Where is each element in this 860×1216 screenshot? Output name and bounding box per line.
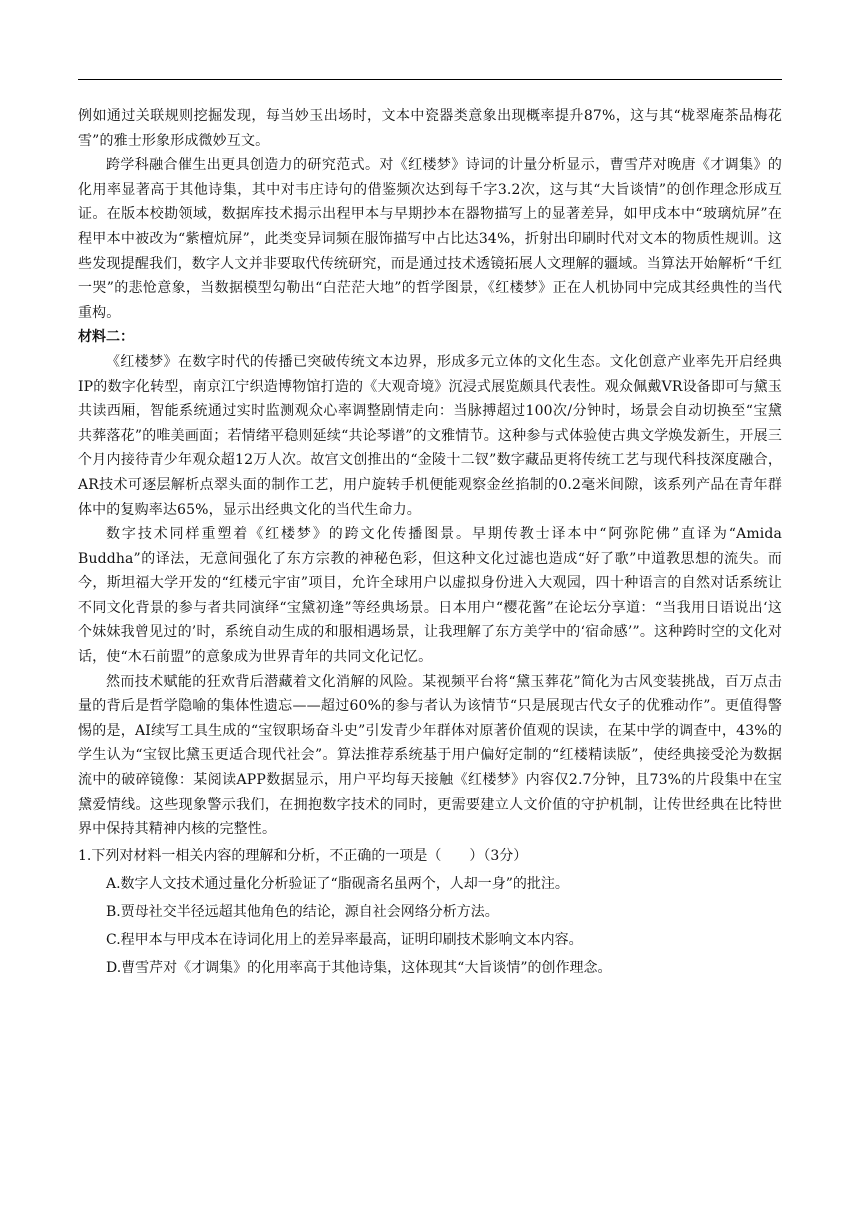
question-1-stem: 1.下列对材料一相关内容的理解和分析，不正确的一项是（ ）（3分） xyxy=(78,847,528,864)
question-1-option-c: C.程甲本与甲戌本在诗词化用上的差异率最高，证明印刷技术影响文本内容。 xyxy=(106,931,583,948)
material-two-paragraph-3: 然而技术赋能的狂欢背后潜藏着文化消解的风险。某视频平台将“黛玉葬花”简化为古风变装挑战，百万点击量的背后是哲学隐喻的集体性遗忘——超过60%的参与者认为该情节“只是展现古代女子的优雅动作”。更值得警惕的是，AI续写工具生成的“宝钗职场奋斗史”引发青少年群体对原著价值观的误读，在某中学的调查中，43%的学生认为“宝钗比黛玉更适合现代社会”。算法推荐系统基于用户偏好定制的“红楼精读版”，使经典接受沦为数据流中的破碎镜像：某阅读APP数据显示，用户平均每天接触《红楼梦》内容仅2.7分钟，且73%的片段集中在宝黛爱情线。这些现象警示我们，在拥抱数字技术的同时，更需要建立人文价值的守护机制，让传世经典在比特世界中保持其精神内核的完整性。 xyxy=(78,673,782,838)
material-one-paragraph-2: 跨学科融合催生出更具创造力的研究范式。对《红楼梦》诗词的计量分析显示，曹雪芹对晚唐《才调集》的化用率显著高于其他诗集，其中对韦庄诗句的借鉴频次达到每千字3.2次，这与其“大旨谈情”的创作理念形成互证。在版本校勘领域，数据库技术揭示出程甲本与早期抄本在器物描写上的显著差异，如甲戌本中“玻璃炕屏”在程甲本中被改为“紫檀炕屏”，此类变异词频在服饰描写中占比达34%，折射出印刷时代对文本的物质性规训。这些发现提醒我们，数字人文并非要取代传统研究，而是通过技术透镜拓展人文理解的疆域。当算法开始解析“千红一哭”的悲怆意象，当数据模型勾勒出“白茫茫大地”的哲学图景，《红楼梦》正在人机协同中完成其经典性的当代重构。 xyxy=(78,157,782,321)
question-1-option-d: D.曹雪芹对《才调集》的化用率高于其他诗集，这体现其“大旨谈情”的创作理念。 xyxy=(106,959,612,976)
question-1-option-a: A.数字人文技术通过量化分析验证了“脂砚斋名虽两个，人却一身”的批注。 xyxy=(106,875,569,892)
material-two-paragraph-1: 《红楼梦》在数字时代的传播已突破传统文本边界，形成多元立体的文化生态。文化创意产业率先开启经典IP的数字化转型，南京江宁织造博物馆打造的《大观奇境》沉浸式展览颇具代表性。观众佩戴VR设备即可与黛玉共读西厢，智能系统通过实时监测观众心率调整剧情走向：当脉搏超过100次/分钟时，场景会自动切换至“宝黛共葬落花”的唯美画面；若情绪平稳则延续“共论琴谱”的文雅情节。这种参与式体验使古典文学焕发新生，开展三个月内接待青少年观众超12万人次。故宫文创推出的“金陵十二钗”数字藏品更将传统工艺与现代科技深度融合，AR技术可逐层解析点翠头面的制作工艺，用户旋转手机便能观察金丝掐制的0.2毫米间隙，该系列产品在青年群体中的复购率达65%，显示出经典文化的当代生命力。 xyxy=(78,353,782,518)
header-rule xyxy=(78,79,782,80)
document-body xyxy=(78,104,782,982)
question-1-option-b: B.贾母社交半径远超其他角色的结论，源自社会网络分析方法。 xyxy=(106,903,499,920)
material-two-heading: 材料二： xyxy=(78,329,134,346)
material-two-paragraph-2: 数字技术同样重塑着《红楼梦》的跨文化传播图景。早期传教士译本中“阿弥陀佛”直译为“Amida Buddha”的译法，无意间强化了东方宗教的神秘色彩，但这种文化过滤也造成“好了歌”中道教思想的流失。而今，斯坦福大学开发的“红楼元宇宙”项目，允许全球用户以虚拟身份进入大观园，四十种语言的自然对话系统让不同文化背景的参与者共同演绎“宝黛初逢”等经典场景。日本用户“樱花酱”在论坛分享道：“当我用日语说出‘这个妹妹我曾见过的’时，系统自动生成的和服相遇场景，让我理解了东方美学中的‘宿命感’”。这种跨时空的文化对话，使“木石前盟”的意象成为世界青年的共同文化记忆。 xyxy=(78,526,782,666)
material-one-paragraph-1: 例如通过关联规则挖掘发现，每当妙玉出场时，文本中瓷器类意象出现概率提升87%，这与其“栊翠庵茶品梅花雪”的雅士形象形成微妙互文。 xyxy=(78,108,782,149)
